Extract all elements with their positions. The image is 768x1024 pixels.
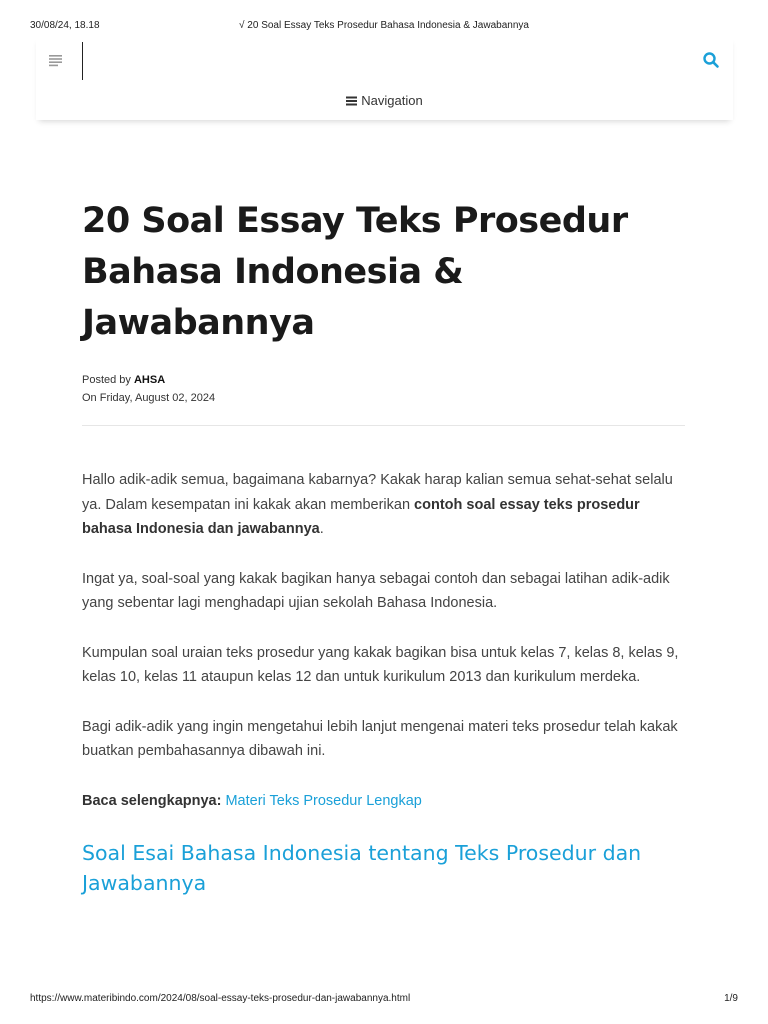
print-footer [0,990,768,1010]
print-document-title: √ 20 Soal Essay Teks Prosedur Bahasa Indonesia & Jawabannya [239,20,529,31]
bars-icon [346,94,357,109]
paragraph-grades: Kumpulan soal uraian teks prosedur yang kakak bagikan bisa untuk kelas 7, kelas 8, kelas 9, kelas 10, kelas 11 ataupun kelas 12 dan untuk kurikulum 2013 dan kurikulum merdeka. [82,644,679,685]
hamburger-icon[interactable] [46,50,66,70]
print-url: https://www.materibindo.com/2024/08/soal-essay-teks-prosedur-dan-jawabannya.html [30,993,411,1004]
print-datetime: 30/08/24, 18.18 [30,20,100,31]
site-header [36,36,733,120]
post-meta [82,371,215,407]
post-body [82,468,685,898]
posted-by-label: Posted by [82,374,131,386]
post-title: 20 Soal Essay Teks Prosedur Bahasa Indonesia & Jawabannya [82,201,628,343]
search-icon[interactable] [701,50,721,70]
paragraph-reminder: Ingat ya, soal-soal yang kakak bagikan hanya sebagai contoh dan sebagai latihan adik-adik yang sebentar lagi menghadapi ujian sekolah Bahasa Indonesia. [82,570,670,611]
read-more [82,789,685,814]
post-date: On Friday, August 02, 2024 [82,392,216,404]
section-heading: Soal Esai Bahasa Indonesia tentang Teks Prosedur dan Jawabannya [82,841,642,895]
paragraph-intro: Hallo adik-adik semua, bagaimana kabarnya? Kakak harap kalian semua sehat-sehat selalu ya. Dalam kesempatan ini kakak akan memberikan contoh soal essay teks prosedur bahasa Indonesia dan jawabannya. [82,472,673,537]
navigation-menu-link[interactable] [36,93,733,109]
header-divider [82,42,83,80]
read-more-link[interactable]: Materi Teks Prosedur Lengkap [225,792,422,809]
read-more-label: Baca selengkapnya: [82,792,222,809]
print-page-number: 1/9 [724,993,738,1004]
author-link[interactable]: AHSA [133,374,166,386]
print-header [0,0,768,36]
paragraph-material: Bagi adik-adik yang ingin mengetahui lebih lanjut mengenai materi teks prosedur telah kakak buatkan pembahasannya dibawah ini. [82,718,678,759]
navigation-label: Navigation [361,93,423,108]
intro-emphasis: contoh soal essay teks prosedur bahasa Indonesia dan jawabannya [82,496,640,537]
meta-divider [82,425,685,426]
